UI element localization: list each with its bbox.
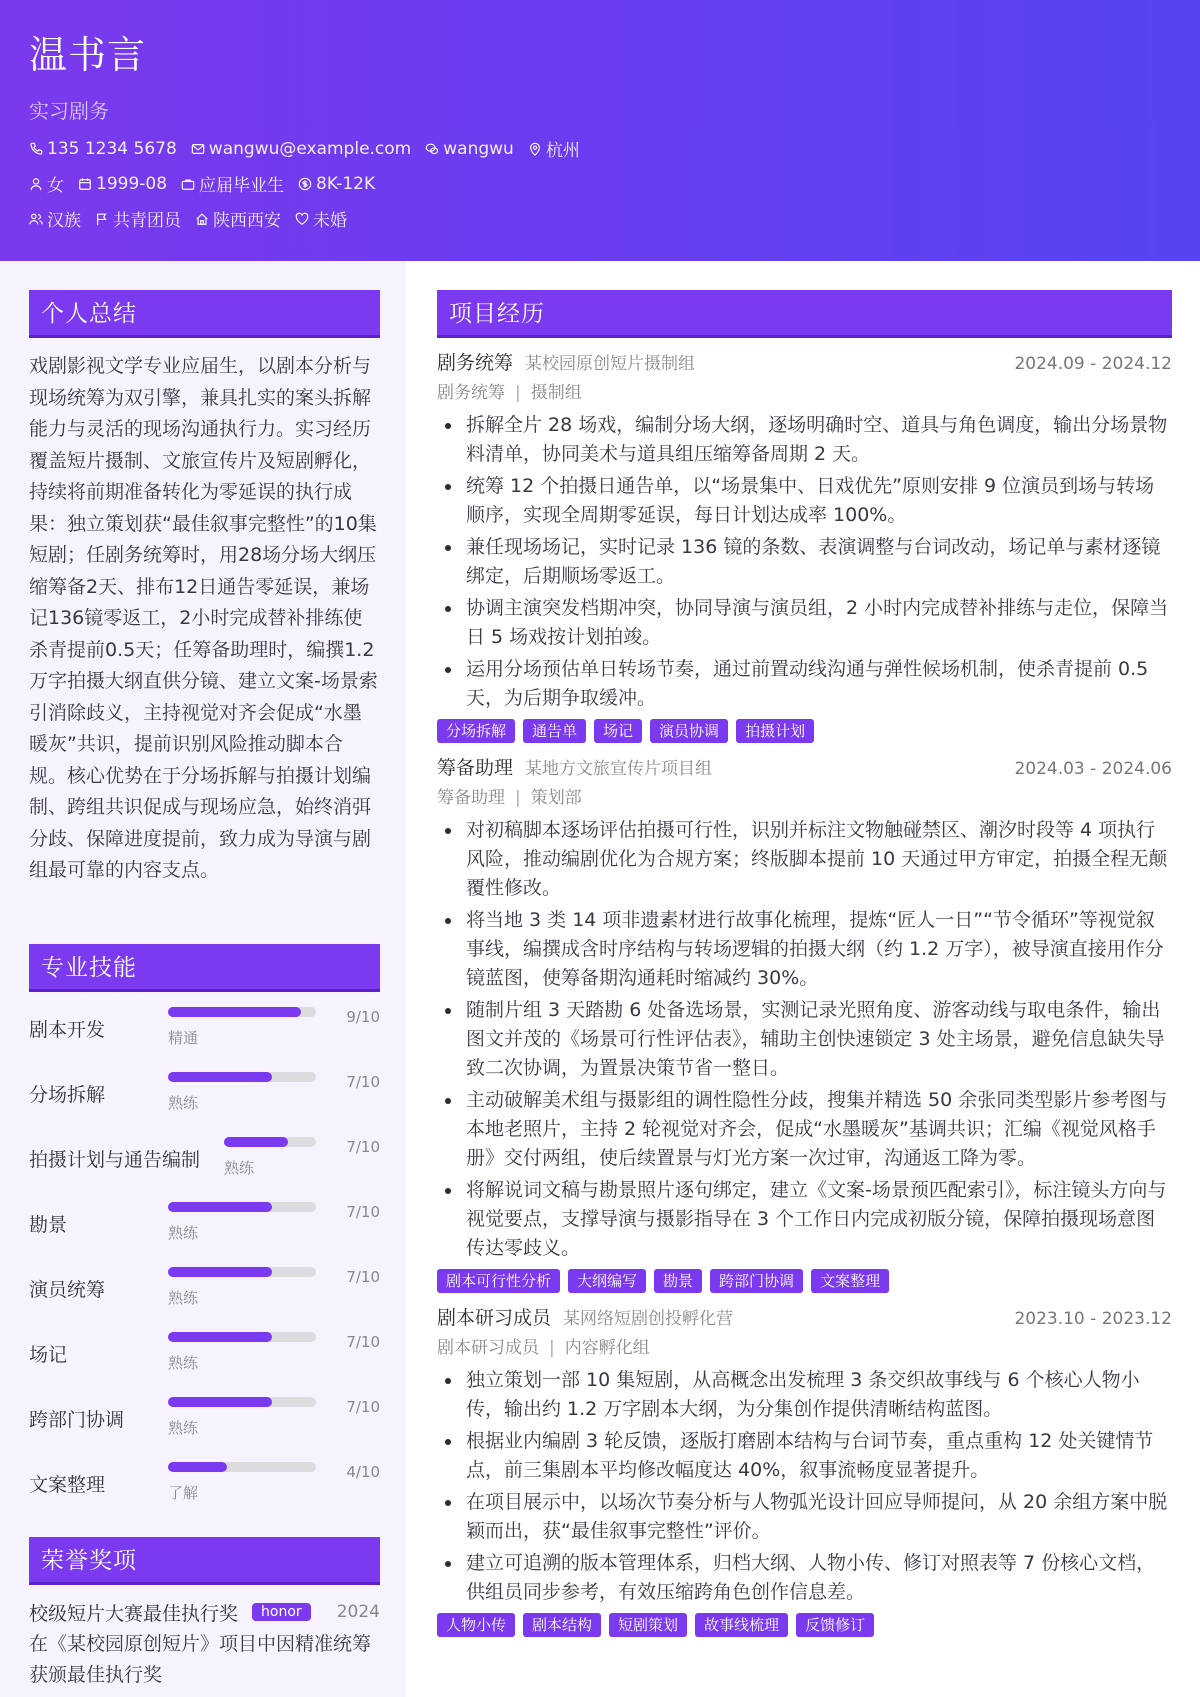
project-org: 某地方文旅宣传片项目组 xyxy=(525,759,713,779)
ethnicity-text: 汉族 xyxy=(47,211,81,231)
skill-bar-track xyxy=(168,1397,316,1407)
skill-bar-track xyxy=(168,1202,316,1212)
resume-header xyxy=(0,0,1200,261)
phone-item xyxy=(29,139,177,159)
skill-level: 熟练 xyxy=(168,1224,199,1242)
skill-name: 拍摄计划与通告编制 xyxy=(29,1149,201,1171)
project-dept: 内容孵化组 xyxy=(564,1338,650,1358)
mail-icon xyxy=(191,142,205,156)
project-header xyxy=(437,348,1172,378)
project-bullet: 根据业内编剧 3 轮反馈，逐版打磨剧本结构与台词节奏，重点重构 12 处关键情节点，前三集剧本平均修改幅度达 40%，叙事流畅度显著提升。 xyxy=(437,1427,1172,1485)
skill-bar-fill xyxy=(168,1462,227,1472)
skill-tag: 拍摄计划 xyxy=(736,719,814,743)
projects-title: 项目经历 xyxy=(437,290,1172,338)
skill-name: 场记 xyxy=(29,1344,68,1366)
skill-bar-fill xyxy=(224,1137,288,1147)
money-icon xyxy=(298,177,312,191)
marital-item xyxy=(295,206,347,231)
candidate-name: 温书言 xyxy=(29,33,147,77)
heart-icon xyxy=(295,212,309,226)
skill-tag: 场记 xyxy=(594,719,642,743)
project-date: 2024.09 - 2024.12 xyxy=(1014,354,1172,374)
wechat-text: wangwu xyxy=(443,138,514,159)
skill-name: 文案整理 xyxy=(29,1474,106,1496)
hometown-item xyxy=(195,206,281,231)
project-header xyxy=(437,1303,1172,1333)
status-item xyxy=(181,171,284,196)
project-role: 剧本研习成员 xyxy=(437,1307,552,1329)
skill-score: 7/10 xyxy=(346,1203,380,1221)
flag-icon xyxy=(95,212,109,226)
award-badge: honor xyxy=(252,1603,311,1621)
skill-name: 分场拆解 xyxy=(29,1084,106,1106)
project-bullet: 拆解全片 28 场戏，编制分场大纲，逐场明确时空、道具与角色调度，输出分场景物料清单，协同美术与道具组压缩筹备周期 2 天。 xyxy=(437,411,1172,469)
award-name: 校级短片大赛最佳执行奖 xyxy=(29,1602,239,1625)
status-text: 应届毕业生 xyxy=(199,176,285,196)
skill-bar-track xyxy=(168,1072,316,1082)
skill-score: 7/10 xyxy=(346,1138,380,1156)
projects-list xyxy=(437,348,1172,1637)
award-desc: 在《某校园原创短片》项目中因精准统筹获颁最佳执行奖 xyxy=(29,1633,372,1686)
separator: | xyxy=(549,1338,555,1358)
skill-tag: 故事线梳理 xyxy=(695,1613,788,1637)
project-bullet: 在项目展示中，以场次节奏分析与人物弧光设计回应导师提问，从 20 余组方案中脱颖而出，获“最佳叙事完整性”评价。 xyxy=(437,1488,1172,1546)
skill-score: 4/10 xyxy=(346,1463,380,1481)
project-tags xyxy=(437,1613,1172,1637)
summary-title: 个人总结 xyxy=(29,290,380,338)
skills-list xyxy=(29,1005,380,1525)
skill-score: 7/10 xyxy=(346,1073,380,1091)
users-icon xyxy=(29,212,43,226)
project-bullets xyxy=(437,1366,1172,1607)
project-entry xyxy=(437,753,1172,1293)
ethnicity-item xyxy=(29,206,81,231)
project-sub-role: 筹备助理 xyxy=(437,788,505,808)
marital-text: 未婚 xyxy=(313,211,347,231)
briefcase-icon xyxy=(181,177,195,191)
award-row xyxy=(29,1598,380,1626)
project-sub-role: 剧本研习成员 xyxy=(437,1338,539,1358)
skill-tag: 剧本结构 xyxy=(523,1613,601,1637)
wechat-icon xyxy=(425,142,439,156)
project-bullet: 将当地 3 类 14 项非遗素材进行故事化梳理，提炼“匠人一日”“节令循环”等视觉叙事线，编撰成含时序结构与转场逻辑的拍摄大纲（约 1.2 万字），被导演直接用作分镜蓝图，使筹备期沟通耗时缩减约 30%。 xyxy=(437,906,1172,993)
skill-row xyxy=(29,1135,380,1200)
main-content xyxy=(437,290,1172,1637)
contact-row xyxy=(29,136,1200,161)
project-dept: 策划部 xyxy=(530,788,582,808)
skill-row xyxy=(29,1395,380,1460)
summary-text: 戏剧影视文学专业应届生，以剧本分析与现场统筹为双引擎，兼具扎实的案头拆解能力与灵活的现场沟通执行力。实习经历覆盖短片摄制、文旅宣传片及短剧孵化，持续将前期准备转化为零延误的执行成果：独立策划获“最佳叙事完整性”的10集短剧；任剧务统筹时，用28场分场大纲压缩筹备2天、排布12日通告零延误，兼场记136镜零返工，2小时完成替补排练使杀青提前0.5天；任筹备助理时，编撰1.2万字拍摄大纲直供分镜、建立文案-场景索引消除歧义，主持视觉对齐会促成“水墨暖灰”共识，提前识别风险推动脚本合规。核心优势在于分场拆解与拍摄计划编制、跨组共识促成与现场应急，始终消弭分歧、保障进度提前，致力成为导演与剧组最可靠的内容支点。 xyxy=(29,355,378,881)
skill-bar-fill xyxy=(168,1332,272,1342)
phone-text: 135 1234 5678 xyxy=(47,138,177,159)
location-pin-icon xyxy=(528,142,542,156)
politics-item xyxy=(95,206,181,231)
personal-info-row xyxy=(29,206,1200,231)
skill-bar-fill xyxy=(168,1397,272,1407)
project-bullet: 将解说词文稿与勘景照片逐句绑定，建立《文案-场景预匹配索引》，标注镜头方向与视觉要点，支撑导演与摄影指导在 3 个工作日内完成初版分镜，保障拍摄现场意图传达零歧义。 xyxy=(437,1176,1172,1263)
birth-item xyxy=(78,174,167,194)
project-date: 2023.10 - 2023.12 xyxy=(1014,1309,1172,1329)
skill-row xyxy=(29,1460,380,1525)
birth-text: 1999-08 xyxy=(96,173,168,194)
skill-level: 熟练 xyxy=(168,1354,199,1372)
job-title: 实习剧务 xyxy=(29,99,109,123)
phone-icon xyxy=(29,142,43,156)
skill-level: 熟练 xyxy=(168,1419,199,1437)
skill-row xyxy=(29,1005,380,1070)
skill-level: 熟练 xyxy=(168,1094,199,1112)
project-dept: 摄制组 xyxy=(530,383,582,403)
skill-level: 熟练 xyxy=(168,1289,199,1307)
skill-name: 演员统筹 xyxy=(29,1279,106,1301)
project-bullet: 主动破解美术组与摄影组的调性隐性分歧，搜集并精选 50 余张同类型影片参考图与本地老照片，主持 2 轮视觉对齐会，促成“水墨暖灰”基调共识；汇编《视觉风格手册》交付两组，使后续置景与灯光方案一次过审，沟通返工降为零。 xyxy=(437,1086,1172,1173)
skill-name: 剧本开发 xyxy=(29,1019,106,1041)
project-role: 剧务统筹 xyxy=(437,352,514,374)
skill-tag: 短剧策划 xyxy=(609,1613,687,1637)
awards-title: 荣誉奖项 xyxy=(29,1537,380,1585)
salary-item xyxy=(298,174,375,194)
skill-tag: 反馈修订 xyxy=(796,1613,874,1637)
skill-score: 7/10 xyxy=(346,1268,380,1286)
skill-tag: 剧本可行性分析 xyxy=(437,1269,560,1293)
calendar-icon xyxy=(78,177,92,191)
skill-bar-fill xyxy=(168,1007,301,1017)
project-header xyxy=(437,753,1172,783)
separator: | xyxy=(515,788,521,808)
city-item xyxy=(528,136,580,161)
project-bullet: 独立策划一部 10 集短剧，从高概念出发梳理 3 条交织故事线与 6 个核心人物小传，输出约 1.2 万字剧本大纲，为分集创作提供清晰结构蓝图。 xyxy=(437,1366,1172,1424)
project-sub-role: 剧务统筹 xyxy=(437,383,505,403)
skills-title: 专业技能 xyxy=(29,944,380,992)
skill-row xyxy=(29,1070,380,1135)
wechat-item xyxy=(425,139,514,159)
skill-bar-track xyxy=(168,1462,316,1472)
skill-tag: 跨部门协调 xyxy=(710,1269,803,1293)
hometown-text: 陕西西安 xyxy=(213,211,281,231)
summary-section xyxy=(29,290,380,887)
skill-score: 7/10 xyxy=(346,1398,380,1416)
user-icon xyxy=(29,177,43,191)
basic-info-row xyxy=(29,171,1200,196)
home-icon xyxy=(195,212,209,226)
skill-tag: 演员协调 xyxy=(650,719,728,743)
salary-text: 8K-12K xyxy=(316,173,376,194)
skill-score: 7/10 xyxy=(346,1333,380,1351)
project-org: 某校园原创短片摄制组 xyxy=(525,354,696,374)
project-bullet: 随制片组 3 天踏勘 6 处备选场景，实测记录光照角度、游客动线与取电条件，输出图文并茂的《场景可行性评估表》，辅助主创快速锁定 3 处主场景，避免信息缺失导致二次协调，为置景决策节省一整日。 xyxy=(437,996,1172,1083)
city-text: 杭州 xyxy=(545,141,580,161)
skills-section xyxy=(29,944,380,1525)
skill-level: 精通 xyxy=(168,1029,199,1047)
skill-bar-track xyxy=(168,1332,316,1342)
skill-score: 9/10 xyxy=(346,1008,380,1026)
project-bullet: 对初稿脚本逐场评估拍摄可行性，识别并标注文物触碰禁区、潮汐时段等 4 项执行风险，推动编剧优化为合规方案；终版脚本提前 10 天通过甲方审定，拍摄全程无颠覆性修改。 xyxy=(437,816,1172,903)
skill-bar-fill xyxy=(168,1267,272,1277)
politics-text: 共青团员 xyxy=(113,211,181,231)
project-entry xyxy=(437,348,1172,743)
skill-tag: 通告单 xyxy=(523,719,586,743)
separator: | xyxy=(515,383,521,403)
skill-level: 了解 xyxy=(168,1484,199,1502)
project-subline xyxy=(437,783,1172,813)
email-item xyxy=(191,139,411,159)
skill-bar-fill xyxy=(168,1072,272,1082)
skill-tag: 勘景 xyxy=(654,1269,702,1293)
skill-tag: 分场拆解 xyxy=(437,719,515,743)
email-text: wangwu@example.com xyxy=(208,138,412,159)
skill-level: 熟练 xyxy=(224,1159,255,1177)
skill-bar-track xyxy=(224,1137,316,1147)
award-year: 2024 xyxy=(336,1602,380,1622)
skill-bar-track xyxy=(168,1007,316,1017)
project-subline xyxy=(437,1333,1172,1363)
project-bullets xyxy=(437,411,1172,713)
skill-name: 勘景 xyxy=(29,1214,68,1236)
gender-item xyxy=(29,171,64,196)
awards-section xyxy=(29,1537,380,1691)
skill-tag: 文案整理 xyxy=(811,1269,889,1293)
project-tags xyxy=(437,1269,1172,1293)
project-subline xyxy=(437,378,1172,408)
project-role: 筹备助理 xyxy=(437,757,514,779)
skill-name: 跨部门协调 xyxy=(29,1409,125,1431)
project-bullet: 运用分场预估单日转场节奏，通过前置动线沟通与弹性候场机制，使杀青提前 0.5 天，为后期争取缓冲。 xyxy=(437,655,1172,713)
gender-text: 女 xyxy=(47,176,64,196)
project-bullets xyxy=(437,816,1172,1263)
project-bullet: 建立可追溯的版本管理体系，归档大纲、人物小传、修订对照表等 7 份核心文档，供组员同步参考，有效压缩跨角色创作信息差。 xyxy=(437,1549,1172,1607)
skill-tag: 大纲编写 xyxy=(568,1269,646,1293)
skill-row xyxy=(29,1265,380,1330)
project-date: 2024.03 - 2024.06 xyxy=(1014,759,1172,779)
project-bullet: 协调主演突发档期冲突，协同导演与演员组，2 小时内完成替补排练与走位，保障当日 5 场戏按计划拍竣。 xyxy=(437,594,1172,652)
project-bullet: 统筹 12 个拍摄日通告单，以“场景集中、日戏优先”原则安排 9 位演员到场与转场顺序，实现全周期零延误，每日计划达成率 100%。 xyxy=(437,472,1172,530)
skill-bar-fill xyxy=(168,1202,272,1212)
skill-row xyxy=(29,1200,380,1265)
skill-row xyxy=(29,1330,380,1395)
project-org: 某网络短剧创投孵化营 xyxy=(563,1309,734,1329)
project-tags xyxy=(437,719,1172,743)
skill-bar-track xyxy=(168,1267,316,1277)
skill-tag: 人物小传 xyxy=(437,1613,515,1637)
project-bullet: 兼任现场场记，实时记录 136 镜的条数、表演调整与台词改动，场记单与素材逐镜绑定，后期顺场零返工。 xyxy=(437,533,1172,591)
project-entry xyxy=(437,1303,1172,1637)
